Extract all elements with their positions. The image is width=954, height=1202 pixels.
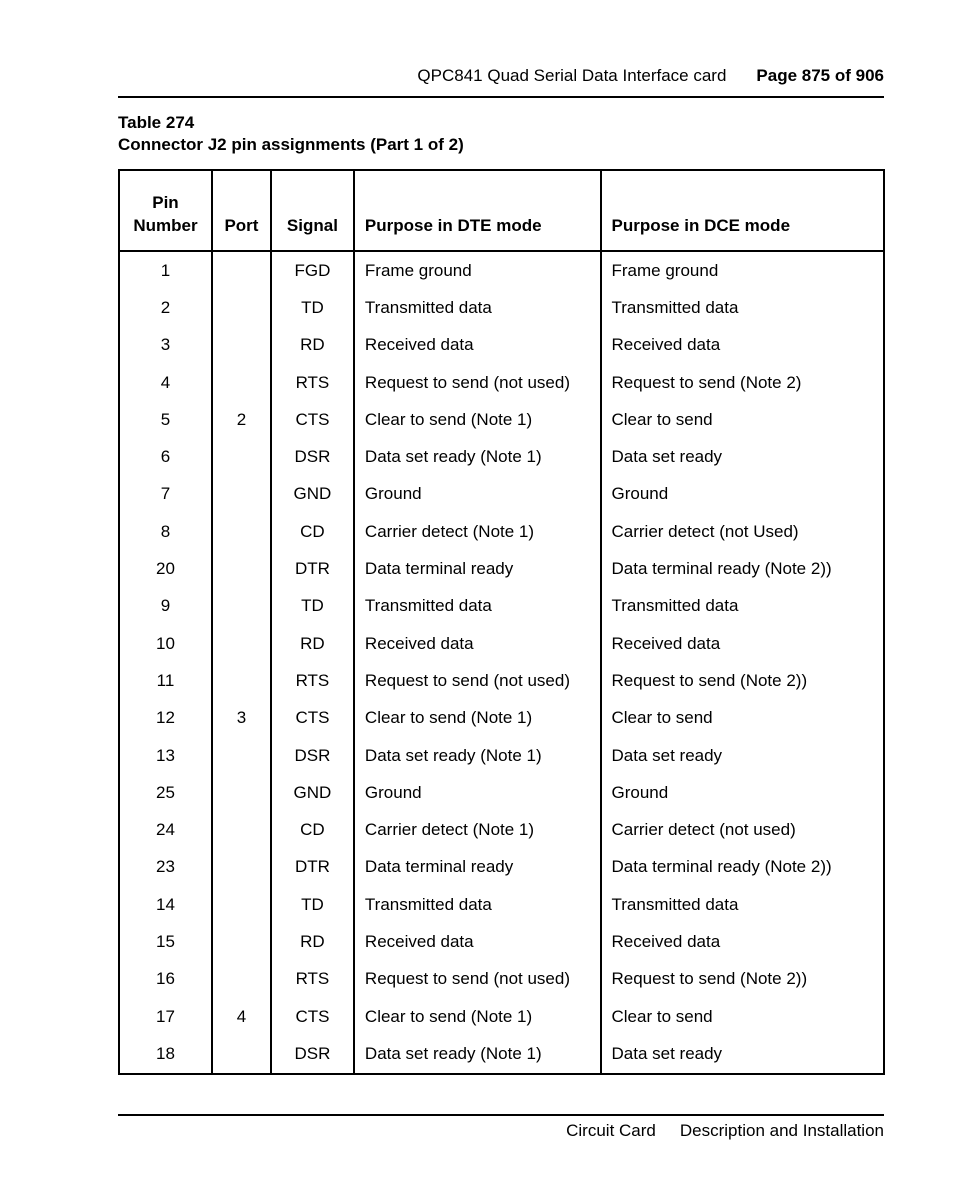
cell-pin-number: 15 xyxy=(119,923,212,960)
cell-dce-purpose: Clear to send xyxy=(601,998,885,1035)
cell-signal: RD xyxy=(271,327,354,364)
cell-dte-purpose: Carrier detect (Note 1) xyxy=(354,513,601,550)
column-header-pin-line2: Number xyxy=(133,216,198,235)
table-row xyxy=(119,849,884,886)
cell-pin-number: 17 xyxy=(119,998,212,1035)
cell-dte-purpose: Carrier detect (Note 1) xyxy=(354,811,601,848)
cell-port xyxy=(212,513,271,550)
cell-port xyxy=(212,811,271,848)
page-header xyxy=(118,64,884,98)
cell-pin-number: 7 xyxy=(119,476,212,513)
cell-port xyxy=(212,774,271,811)
cell-signal: FGD xyxy=(271,251,354,289)
cell-port xyxy=(212,886,271,923)
cell-dce-purpose: Ground xyxy=(601,774,885,811)
table-title: Connector J2 pin assignments (Part 1 of 2) xyxy=(118,135,464,154)
cell-port xyxy=(212,550,271,587)
cell-dce-purpose: Data set ready xyxy=(601,1035,885,1073)
cell-dte-purpose: Clear to send (Note 1) xyxy=(354,401,601,438)
cell-signal: RTS xyxy=(271,961,354,998)
cell-port xyxy=(212,251,271,289)
table-row xyxy=(119,327,884,364)
cell-dce-purpose: Carrier detect (not used) xyxy=(601,811,885,848)
cell-dce-purpose: Clear to send xyxy=(601,700,885,737)
cell-pin-number: 4 xyxy=(119,364,212,401)
cell-dte-purpose: Received data xyxy=(354,327,601,364)
cell-signal: DTR xyxy=(271,550,354,587)
cell-signal: RTS xyxy=(271,364,354,401)
cell-pin-number: 8 xyxy=(119,513,212,550)
cell-port: 3 xyxy=(212,700,271,737)
cell-dte-purpose: Ground xyxy=(354,774,601,811)
table-header-row xyxy=(119,170,884,251)
cell-dte-purpose: Data set ready (Note 1) xyxy=(354,438,601,475)
cell-signal: CTS xyxy=(271,998,354,1035)
column-header-dte-purpose: Purpose in DTE mode xyxy=(354,170,601,251)
cell-pin-number: 24 xyxy=(119,811,212,848)
table-body xyxy=(119,251,884,1074)
cell-pin-number: 25 xyxy=(119,774,212,811)
cell-dte-purpose: Request to send (not used) xyxy=(354,662,601,699)
page-footer xyxy=(118,1114,884,1143)
table-row xyxy=(119,662,884,699)
cell-port xyxy=(212,849,271,886)
table-row xyxy=(119,737,884,774)
cell-dte-purpose: Data terminal ready xyxy=(354,550,601,587)
cell-pin-number: 3 xyxy=(119,327,212,364)
cell-signal: CTS xyxy=(271,401,354,438)
cell-dte-purpose: Received data xyxy=(354,923,601,960)
pin-assignment-table xyxy=(118,169,885,1075)
cell-dte-purpose: Transmitted data xyxy=(354,588,601,625)
cell-dce-purpose: Transmitted data xyxy=(601,588,885,625)
column-header-port: Port xyxy=(212,170,271,251)
cell-dce-purpose: Request to send (Note 2)) xyxy=(601,662,885,699)
cell-pin-number: 18 xyxy=(119,1035,212,1073)
cell-dte-purpose: Data set ready (Note 1) xyxy=(354,1035,601,1073)
cell-pin-number: 12 xyxy=(119,700,212,737)
cell-dte-purpose: Ground xyxy=(354,476,601,513)
table-row xyxy=(119,625,884,662)
cell-port xyxy=(212,289,271,326)
table-row xyxy=(119,588,884,625)
document-title: QPC841 Quad Serial Data Interface card xyxy=(417,66,727,85)
cell-port: 2 xyxy=(212,401,271,438)
cell-signal: DSR xyxy=(271,438,354,475)
cell-pin-number: 5 xyxy=(119,401,212,438)
cell-dce-purpose: Clear to send xyxy=(601,401,885,438)
cell-dce-purpose: Data set ready xyxy=(601,737,885,774)
cell-pin-number: 20 xyxy=(119,550,212,587)
cell-dce-purpose: Received data xyxy=(601,625,885,662)
table-row xyxy=(119,364,884,401)
cell-pin-number: 1 xyxy=(119,251,212,289)
footer-left-text: Circuit Card xyxy=(566,1121,656,1140)
cell-pin-number: 23 xyxy=(119,849,212,886)
cell-signal: CTS xyxy=(271,700,354,737)
cell-pin-number: 6 xyxy=(119,438,212,475)
table-row xyxy=(119,886,884,923)
cell-port xyxy=(212,364,271,401)
page-number: Page 875 of 906 xyxy=(756,66,884,85)
column-header-signal: Signal xyxy=(271,170,354,251)
cell-signal: CD xyxy=(271,513,354,550)
footer-right-text: Description and Installation xyxy=(679,1121,884,1140)
cell-port xyxy=(212,662,271,699)
cell-signal: TD xyxy=(271,886,354,923)
cell-pin-number: 16 xyxy=(119,961,212,998)
cell-dte-purpose: Transmitted data xyxy=(354,289,601,326)
table-row xyxy=(119,438,884,475)
table-caption xyxy=(118,112,464,156)
cell-pin-number: 13 xyxy=(119,737,212,774)
cell-dce-purpose: Request to send (Note 2) xyxy=(601,364,885,401)
cell-port xyxy=(212,327,271,364)
table-row xyxy=(119,774,884,811)
cell-signal: DSR xyxy=(271,737,354,774)
cell-signal: GND xyxy=(271,476,354,513)
cell-dce-purpose: Carrier detect (not Used) xyxy=(601,513,885,550)
cell-dte-purpose: Received data xyxy=(354,625,601,662)
cell-dte-purpose: Request to send (not used) xyxy=(354,364,601,401)
cell-port xyxy=(212,625,271,662)
cell-signal: DTR xyxy=(271,849,354,886)
cell-pin-number: 9 xyxy=(119,588,212,625)
cell-port xyxy=(212,476,271,513)
cell-signal: TD xyxy=(271,588,354,625)
cell-dce-purpose: Transmitted data xyxy=(601,289,885,326)
table-row xyxy=(119,811,884,848)
cell-dte-purpose: Data terminal ready xyxy=(354,849,601,886)
column-header-dce-purpose: Purpose in DCE mode xyxy=(601,170,885,251)
cell-signal: DSR xyxy=(271,1035,354,1073)
cell-signal: RD xyxy=(271,625,354,662)
cell-dce-purpose: Data terminal ready (Note 2)) xyxy=(601,849,885,886)
cell-signal: RD xyxy=(271,923,354,960)
cell-pin-number: 14 xyxy=(119,886,212,923)
cell-port xyxy=(212,737,271,774)
cell-dte-purpose: Clear to send (Note 1) xyxy=(354,998,601,1035)
table-number: Table 274 xyxy=(118,113,195,132)
cell-dce-purpose: Frame ground xyxy=(601,251,885,289)
table-row xyxy=(119,550,884,587)
cell-dte-purpose: Transmitted data xyxy=(354,886,601,923)
cell-signal: CD xyxy=(271,811,354,848)
column-header-pin-line1: Pin xyxy=(152,193,179,212)
cell-dce-purpose: Ground xyxy=(601,476,885,513)
cell-dce-purpose: Received data xyxy=(601,327,885,364)
table-row xyxy=(119,476,884,513)
cell-port xyxy=(212,1035,271,1073)
table-row xyxy=(119,961,884,998)
table-row xyxy=(119,251,884,289)
cell-dce-purpose: Data terminal ready (Note 2)) xyxy=(601,550,885,587)
cell-dte-purpose: Frame ground xyxy=(354,251,601,289)
cell-pin-number: 2 xyxy=(119,289,212,326)
cell-dte-purpose: Request to send (not used) xyxy=(354,961,601,998)
cell-signal: TD xyxy=(271,289,354,326)
cell-dce-purpose: Request to send (Note 2)) xyxy=(601,961,885,998)
table-row xyxy=(119,923,884,960)
table-row xyxy=(119,700,884,737)
cell-dce-purpose: Data set ready xyxy=(601,438,885,475)
cell-signal: RTS xyxy=(271,662,354,699)
column-header-pin-number xyxy=(119,170,212,251)
cell-port xyxy=(212,923,271,960)
cell-pin-number: 11 xyxy=(119,662,212,699)
table-row xyxy=(119,998,884,1035)
cell-port xyxy=(212,438,271,475)
cell-dce-purpose: Transmitted data xyxy=(601,886,885,923)
table-row xyxy=(119,513,884,550)
table-row xyxy=(119,1035,884,1073)
table-row xyxy=(119,289,884,326)
cell-port xyxy=(212,961,271,998)
cell-dte-purpose: Data set ready (Note 1) xyxy=(354,737,601,774)
cell-pin-number: 10 xyxy=(119,625,212,662)
table-row xyxy=(119,401,884,438)
cell-dte-purpose: Clear to send (Note 1) xyxy=(354,700,601,737)
cell-dce-purpose: Received data xyxy=(601,923,885,960)
cell-port: 4 xyxy=(212,998,271,1035)
cell-port xyxy=(212,588,271,625)
cell-signal: GND xyxy=(271,774,354,811)
